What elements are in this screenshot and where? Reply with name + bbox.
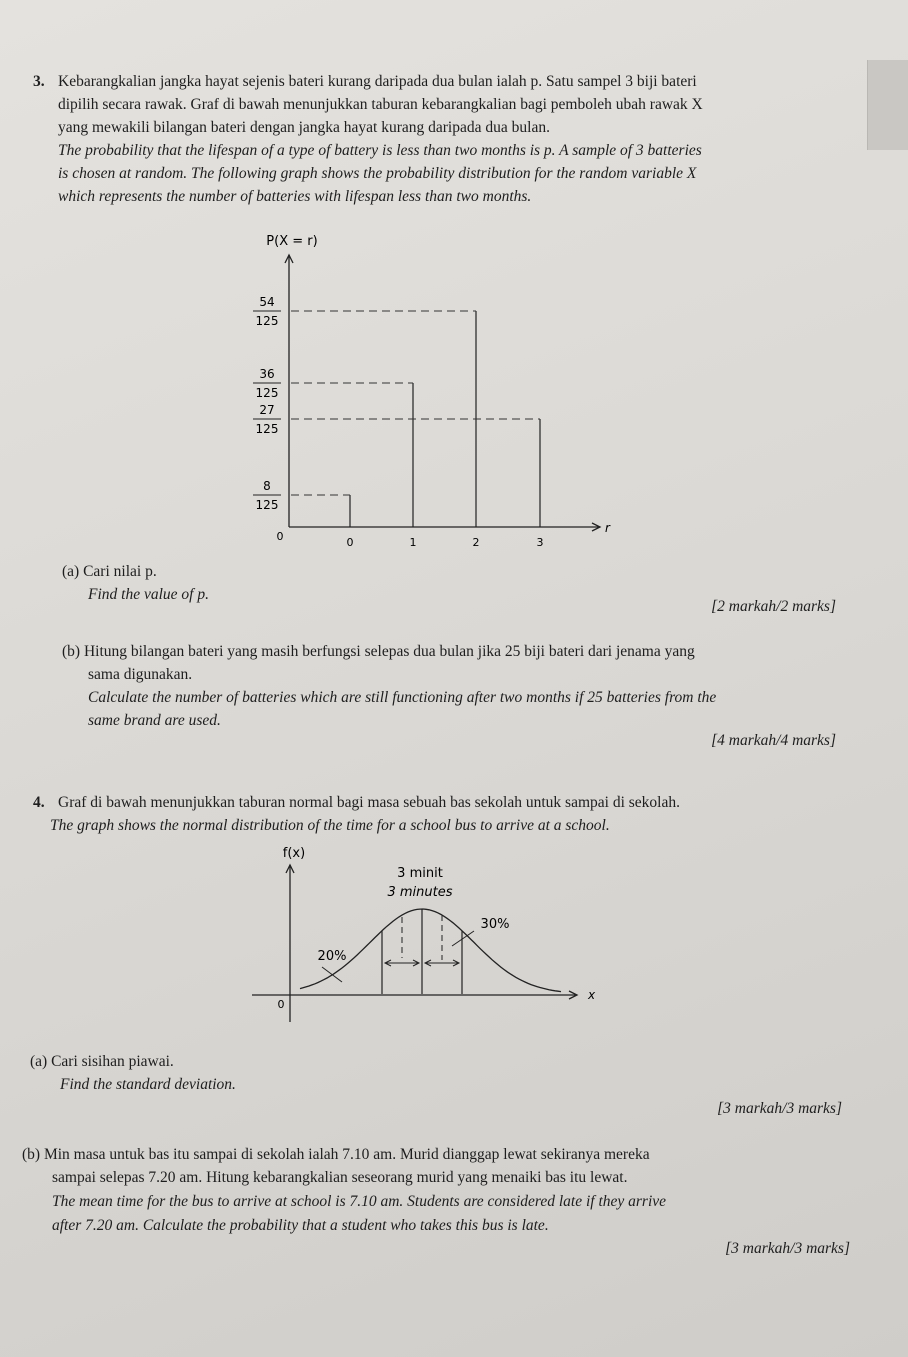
q4b-malay-line-1: (b) Min masa untuk bas itu sampai di sekolah ialah 7.10 am. Murid dianggap lewat sekiranya mereka [22,1146,650,1163]
normal-distribution-chart [0,830,908,1030]
q3-malay-line-1: Kebarangkalian jangka hayat sejenis bateri kurang daripada dua bulan ialah p. Satu sampel 3 biji bateri [58,73,697,90]
x-tick-label-2: 2 [472,536,480,549]
q4-english-line-1: The graph shows the normal distribution of the time for a school bus to arrive at a school. [50,817,610,834]
q3-english-line-3: which represents the number of batteries with lifespan less than two months. [58,188,532,205]
y-value-numerator-2: 54 [259,295,275,309]
y-value-numerator-1: 36 [259,367,275,381]
q3-malay-line-3: yang mewakili bilangan bateri dengan jangka hayat kurang daripada dua bulan. [58,119,550,136]
origin-label: 0 [277,998,285,1011]
x-tick-label-0: 0 [346,536,354,549]
q3a-malay: (a) Cari nilai p. [62,563,157,580]
left-tail-percent: 20% [317,949,347,964]
y-value-denominator-1: 125 [255,386,279,400]
y-axis-label: P(X = r) [266,234,318,249]
q3b-malay-line-2: sama digunakan. [88,666,193,683]
q3b-english-line-2: same brand are used. [88,712,221,729]
q3b-malay-line-1: (b) Hitung bilangan bateri yang masih berfungsi selepas dua bulan jika 25 biji bateri dari jenama yang [62,643,695,660]
q4b-marks: [3 markah/3 marks] [725,1240,850,1257]
q4b-malay-line-2: sampai selepas 7.20 am. Hitung kebarangkalian seseorang murid yang menaiki bas itu lewat. [52,1169,628,1186]
q3-english-line-1: The probability that the lifespan of a type of battery is less than two months is p. A sample of 3 batteries [58,142,702,159]
q3-english-line-2: is chosen at random. The following graph shows the probability distribution for the random variable X [58,165,697,182]
x-axis-label: r [605,521,610,535]
q3b-english-line-1: Calculate the number of batteries which are still functioning after two months if 25 batteries from the [88,689,717,706]
q4-number: 4. [33,794,45,811]
y-value-numerator-3: 27 [259,403,275,417]
q3-number: 3. [33,73,45,90]
y-axis-label: f(x) [282,846,306,861]
q4-malay-line-1: Graf di bawah menunjukkan taburan normal bagi masa sebuah bas sekolah untuk sampai di sekolah. [58,794,680,811]
q3b-marks: [4 markah/4 marks] [711,732,836,749]
annotation-malay: 3 minit [397,866,443,881]
x-tick-label-1: 1 [409,536,417,549]
probability-distribution-chart [0,0,908,560]
y-value-numerator-0: 8 [263,479,271,493]
q4a-marks: [3 markah/3 marks] [717,1100,842,1117]
right-region-percent: 30% [480,917,510,932]
annotation-english: 3 minutes [387,885,453,900]
q4b-english-line-1: The mean time for the bus to arrive at school is 7.10 am. Students are considered late if they arrive [52,1193,667,1210]
q3a-marks: [2 markah/2 marks] [711,598,836,615]
y-value-denominator-3: 125 [255,422,279,436]
q3-malay-line-2: dipilih secara rawak. Graf di bawah menunjukkan taburan kebarangkalian bagi pemboleh ubah rawak X [58,96,703,113]
origin-label: 0 [276,530,284,543]
x-tick-label-3: 3 [536,536,544,549]
q4a-malay: (a) Cari sisihan piawai. [30,1053,174,1070]
q4a-english: Find the standard deviation. [60,1076,236,1093]
q3a-english: Find the value of p. [88,586,209,603]
x-axis-label: x [588,988,596,1002]
y-value-denominator-0: 125 [255,498,279,512]
y-value-denominator-2: 125 [255,314,279,328]
q4b-english-line-2: after 7.20 am. Calculate the probability that a student who takes this bus is late. [52,1217,549,1234]
